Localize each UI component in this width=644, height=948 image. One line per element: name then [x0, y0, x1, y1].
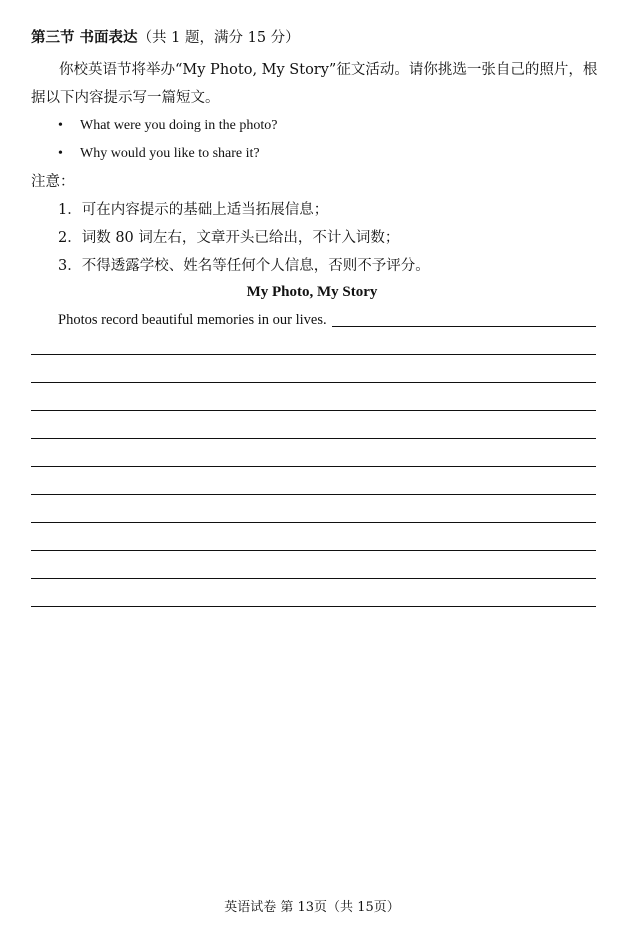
task-instructions: 你校英语节将举办“My Photo, My Story”征文活动。请你挑选一张自己的照片，根据以下内容提示写一篇短文。	[31, 62, 598, 106]
answer-line[interactable]	[31, 466, 596, 467]
answer-line[interactable]	[31, 578, 596, 579]
prompt-item	[58, 112, 278, 140]
note-item: 2．词数 80 词左右，文章开头已给出，不计入词数；	[58, 230, 400, 246]
answer-line[interactable]	[31, 494, 596, 495]
note-item: 1．可在内容提示的基础上适当拓展信息；	[58, 202, 329, 218]
answer-line[interactable]	[31, 522, 596, 523]
prompt-text: Why would you like to share it?	[80, 146, 260, 161]
notes-list	[58, 196, 430, 280]
prompt-text: What were you doing in the photo?	[80, 118, 278, 133]
bullet-icon: •	[58, 146, 63, 161]
section-heading	[31, 28, 300, 48]
note-item: 3．不得透露学校、姓名等任何个人信息，否则不予评分。	[58, 258, 430, 274]
answer-line[interactable]	[31, 438, 596, 439]
section-title: 第三节 书面表达	[31, 29, 138, 46]
essay-title: My Photo, My Story	[246, 284, 378, 300]
answer-line[interactable]	[31, 410, 596, 411]
page-footer: 英语试卷 第 13页（共 15页）	[224, 900, 400, 915]
answer-line[interactable]	[31, 382, 596, 383]
bullet-icon: •	[58, 118, 63, 133]
answer-line[interactable]	[31, 606, 596, 607]
content-prompts	[58, 112, 278, 168]
notes-label: 注意：	[31, 174, 75, 190]
prompt-item	[58, 140, 278, 168]
answer-line[interactable]	[31, 354, 596, 355]
answer-line[interactable]	[332, 326, 596, 327]
opening-sentence: Photos record beautiful memories in our lives.	[58, 312, 327, 328]
answer-line[interactable]	[31, 550, 596, 551]
section-meta: （共 1 题，满分 15 分）	[137, 30, 300, 46]
